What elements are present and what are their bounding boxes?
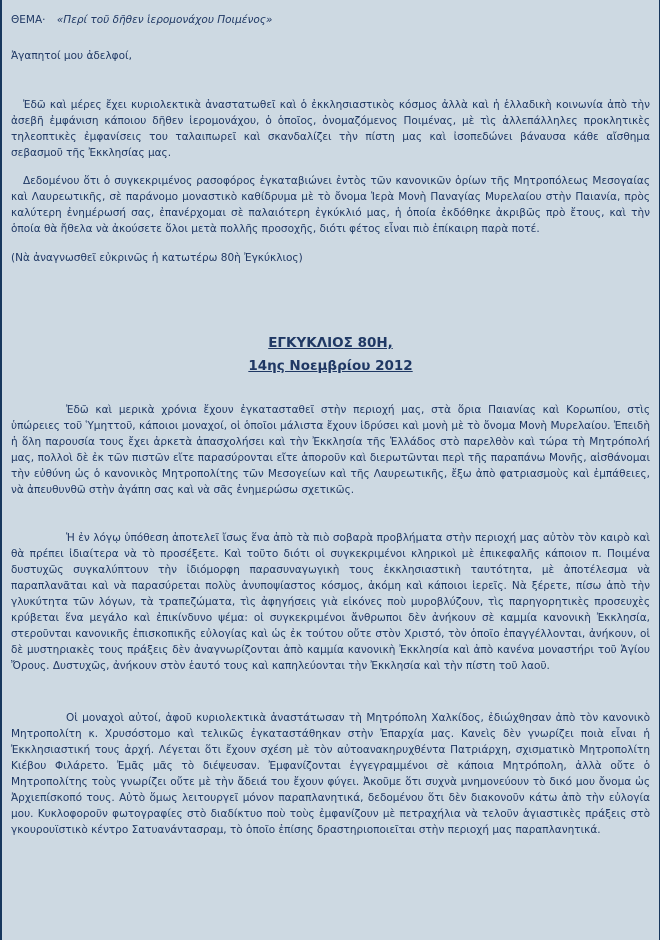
encyclical-title-line2: 14ης Νοεμβρίου 2012 bbox=[248, 358, 413, 374]
encyclical-paragraph-2: Ἡ ἐν λόγῳ ὑπόθεση ἀποτελεῖ ἴσως ἕνα ἀπὸ τὰ πιὸ σοβαρὰ προβλήματα στὴν περιοχή μας αὐτὸν τὸν καιρὸ καὶ θὰ πρέπει ἰδιαίτερα νὰ τὸ προσέξετε. Καὶ τοῦτο διότι οἱ συγκεκριμένοι κληρικοὶ μὲ ἐπικεφαλῆς κάποιον π. Ποιμένα δυστυχῶς συγκαλύπτουν τὴν ἰδιόμορφη παρασυναγωγικὴ τους ἐκκλησιαστικὴ ταυτότητα, μὲ ἀποτέλεσμα νὰ παραπλανᾶται καὶ νὰ παρασύρεται πολὺς ἀνυποψίαστος κόσμος, ἀκόμη καὶ κάποιοι ἱερεῖς. Νὰ ξέρετε, πίσω ἀπὸ τὴν γλυκύτητα τῶν λόγων, τὰ τραπεζώματα, τὶς ἀφηγήσεις γιὰ εἰκόνες ποὺ μυροβλύζουν, τὶς παρηγορητικὲς προσευχὲς κρύβεται ἕνα μεγάλο καὶ ἐπικίνδυνο ψέμα: οἱ συγκεκριμένοι ἄνθρωποι δὲν ἀνήκουν σὲ καμμία κανονικὴ Ἐκκλησία, στεροῦνται κανονικῆς ἐπισκοπικῆς εὐλογίας καὶ ὡς ἐκ τούτου οὔτε στὸν Χριστό, τὸν ὁποῖο ἐπαγγέλλονται, ἀνήκουν, οἱ δὲ μυστηριακὲς τους πράξεις δὲν ἀναγνωρίζονται ἀπὸ καμμία κανονικὴ Ἐκκλησία καὶ ἀπὸ κανένα μοναστήρι τοῦ Ἁγίου Ὄρους. Δυστυχῶς, ἀνήκουν στὸν ἑαυτό τους καὶ καπηλεύονται τὴν Ἐκκλησία καὶ τὴν πίστη τοῦ λαοῦ. bbox=[11, 532, 650, 672]
encyclical-title bbox=[11, 332, 650, 378]
encyclical-title-line1: ΕΓΚΥΚΛΙΟΣ 80Η, bbox=[268, 335, 393, 351]
reading-note: (Νὰ ἀναγνωσθεῖ εὐκρινῶς ἡ κατωτέρω 80ὴ Ἐγκύκλιος) bbox=[11, 252, 303, 264]
subject-label: ΘΕΜΑ· bbox=[11, 14, 46, 26]
encyclical-paragraph-3: Οἱ μοναχοὶ αὐτοί, ἀφοῦ κυριολεκτικὰ ἀναστάτωσαν τὴ Μητρόπολη Χαλκίδος, ἐδιώχθησαν ἀπὸ τὸν κανονικὸ Μητροπολίτη κ. Χρυσόστομο καὶ τελικῶς ἐγκαταστάθηκαν στὴν Ἐπαρχία μας. Κανεὶς δὲν γνωρίζει ποιὰ εἶναι ἡ Ἐκκλησιαστική τους ἀρχή. Λέγεται ὅτι ἔχουν σχέση μὲ τὸν αὐτοανακηρυχθέντα Πατριάρχη, σχισματικὸ Μητροπολίτη Κιέβου Φιλάρετο. Ἐμᾶς μᾶς τὸ διέψευσαν. Ἐμφανίζονται ἐγγεγραμμένοι σὲ κάποια Μητρόπολη, ἀλλὰ οὔτε ὁ Μητροπολίτης τοὺς γνωρίζει οὔτε μὲ τὴν ἄδειά του ἔχουν φύγει. Ἀκοῦμε ὅτι συχνὰ μνημονεύουν τὸ δικό μου ὄνομα ὡς Ἀρχιεπίσκοπό τους. Αὐτὸ ὅμως λειτουργεῖ μόνον παραπλανητικά, δεδομένου ὅτι δὲν διακονοῦν κάτω ἀπὸ τὴν εὐλογία μου. Κυκλοφοροῦν φωτογραφίες στὸ διαδίκτυο ποὺ τοὺς ἐμφανίζουν μὲ πετραχήλια νὰ τελοῦν ἁγιαστικὲς πράξεις στὸ γκουρουϊστικὸ κέντρο Σατυανάντασραμ, τὸ ὁποῖο ἐπίσης δραστηριοποιεῖται στὴν περιοχή μας παραπλανητικά. bbox=[11, 712, 650, 836]
intro-paragraph-1: Ἐδῶ καὶ μέρες ἔχει κυριολεκτικὰ ἀναστατωθεῖ καὶ ὁ ἐκκλησιαστικὸς κόσμος ἀλλὰ καὶ ἡ ἑλλαδικὴ κοινωνία ἀπὸ τὴν ἀσεβῆ ἐμφάνιση κάποιου δῆθεν ἱερομονάχου, ὁ ὁποῖος, ὀνομαζόμενος Ποιμένας, μὲ τὶς ἀλλεπάλληλες προκλητικὲς τηλεοπτικὲς ἐμφανίσεις του ταλαιπωρεῖ καὶ σκανδαλίζει τὴν πίστη μας καὶ ἰσοπεδώνει βάναυσα κάθε αἴσθημα σεβασμοῦ τῆς Ἐκκλησίας μας. bbox=[11, 99, 650, 159]
subject-line bbox=[11, 12, 650, 28]
salutation: Ἀγαπητοί μου ἀδελφοί, bbox=[11, 50, 132, 62]
subject-title: «Περί τοῦ δῆθεν ἱερομονάχου Ποιμένος» bbox=[56, 14, 273, 26]
intro-paragraph-2: Δεδομένου ὅτι ὁ συγκεκριμένος ρασοφόρος ἐγκαταβιώνει ἐντὸς τῶν κανονικῶν ὁρίων τῆς Μητροπόλεως Μεσογαίας καὶ Λαυρεωτικῆς, σὲ παράνομο μοναστικὸ καθίδρυμα μὲ τὸ ὄνομα Ἱερὰ Μονὴ Παναγίας Μυρελαίου στὴν Παιανία, πρὸς καλύτερη ἐνημέρωσή σας, ἐπανέρχομαι σὲ παλαιότερη ἐγκύκλιό μας, ἡ ὁποία ἐκδόθηκε ἀκριβῶς πρὸ ἔτους, καὶ τὴν ὁποία θὰ ἤθελα νὰ ἀκούσετε ὅλοι μετὰ πολλῆς προσοχῆς, διότι φέτος εἶναι πιὸ ἐπίκαιρη παρὰ ποτέ. bbox=[11, 175, 650, 235]
encyclical-paragraph-1: Ἐδῶ καὶ μερικὰ χρόνια ἔχουν ἐγκατασταθεῖ στὴν περιοχή μας, στὰ ὅρια Παιανίας καὶ Κορωπίου, στὶς ὑπώρειες τοῦ Ὑμηττοῦ, κάποιοι μοναχοί, οἱ ὁποῖοι μάλιστα ἔχουν ἱδρύσει καὶ μονὴ μὲ τὸ ὄνομα Μονὴ Μυρελαίου. Ἐπειδὴ ἡ ὅλη παρουσία τους ἔχει ἀρκετὰ ἀπασχολήσει καὶ τὴν Ἐκκλησία τῆς Ἑλλάδος στὸ παρελθὸν καὶ τώρα τὴ Μητρόπολή μας, πολλοὶ δὲ ἐκ τῶν πιστῶν εἴτε παρασύρονται εἴτε ἀποροῦν καὶ διερωτῶνται περὶ τῆς παραπάνω Μονῆς, αἰσθάνομαι τὴν εὐθύνη ὡς ὁ κανονικὸς Μητροπολίτης τῶν Μεσογείων καὶ τῆς Λαυρεωτικῆς, ἔξω ἀπὸ φατριασμοὺς καὶ ἐμπάθειες, νὰ ἀπευθυνθῶ στὴν ἀγάπη σας καὶ νὰ σᾶς ἐνημερώσω σχετικῶς. bbox=[11, 404, 650, 496]
